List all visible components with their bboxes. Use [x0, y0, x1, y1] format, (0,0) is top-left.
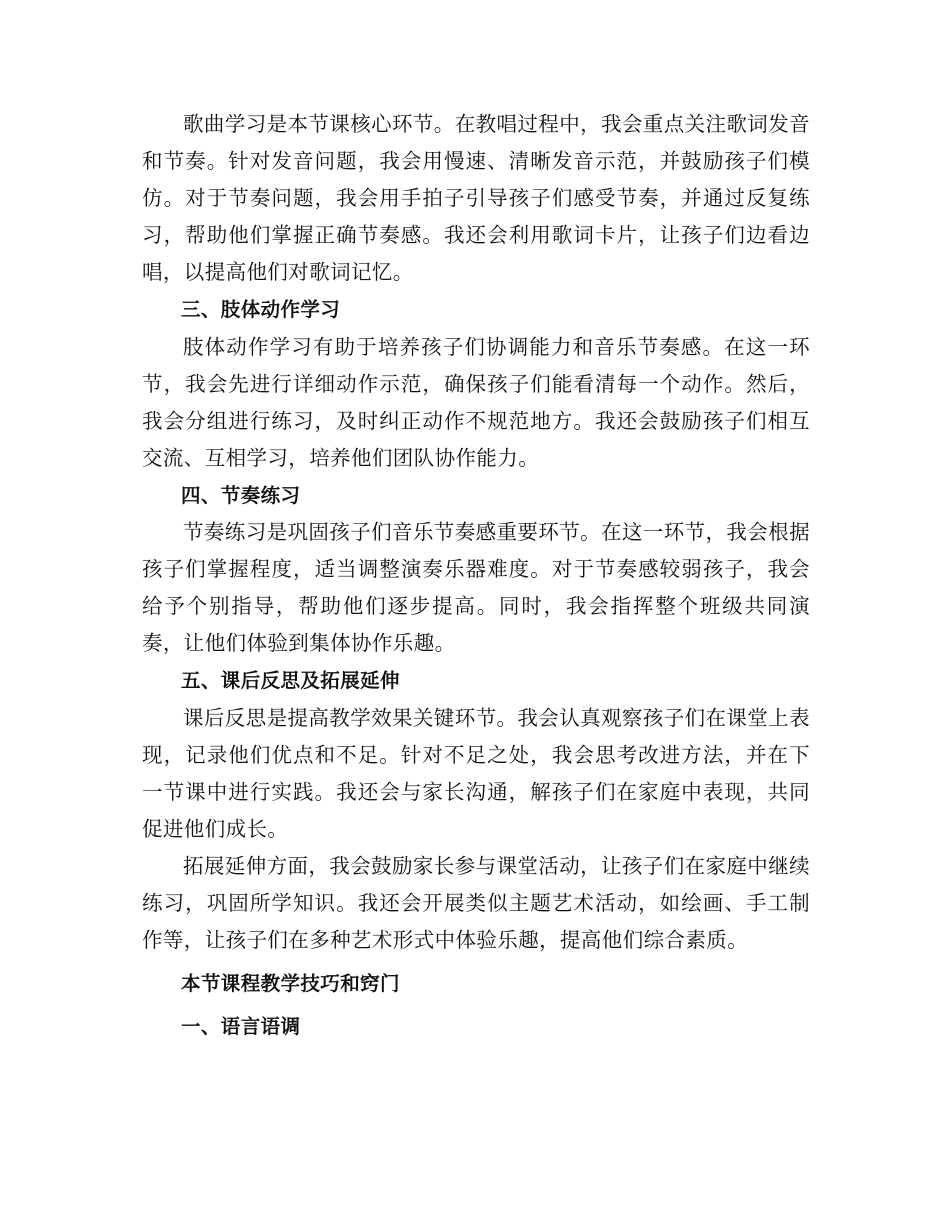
- heading-language-tone: 一、语言语调: [181, 1015, 301, 1039]
- heading-body-movement: 三、肢体动作学习: [181, 298, 341, 322]
- paragraph-song-learning: 歌曲学习是本节课核心环节。在教唱过程中，我会重点关注歌词发音和节奏。针对发音问题，我会用慢速、清晰发音示范，并鼓励孩子们模仿。对于节奏问题，我会用手拍子引导孩子们感受节奏，并通过反复练习，帮助他们掌握正确节奏感。我还会利用歌词卡片，让孩子们边看边唱，以提高他们对歌词记忆。: [142, 112, 810, 285]
- paragraph-rhythm-practice: 节奏练习是巩固孩子们音乐节奏感重要环节。在这一环节，我会根据孩子们掌握程度，适当调整演奏乐器难度。对于节奏感较弱孩子，我会给予个别指导，帮助他们逐步提高。同时，我会指挥整个班级共同演奏，让他们体验到集体协作乐趣。: [142, 520, 810, 656]
- paragraph-body-movement: 肢体动作学习有助于培养孩子们协调能力和音乐节奏感。在这一环节，我会先进行详细动作示范，确保孩子们能看清每一个动作。然后，我会分组进行练习，及时纠正动作不规范地方。我还会鼓励孩子们相互交流、互相学习，培养他们团队协作能力。: [142, 334, 810, 470]
- paragraph-reflection: 课后反思是提高教学效果关键环节。我会认真观察孩子们在课堂上表现，记录他们优点和不足。针对不足之处，我会思考改进方法，并在下一节课中进行实践。我还会与家长沟通，解孩子们在家庭中表现，共同促进他们成长。: [142, 705, 810, 841]
- heading-rhythm-practice: 四、节奏练习: [181, 483, 301, 507]
- document-page: [142, 106, 810, 1045]
- heading-teaching-tips: 本节课程教学技巧和窍门: [181, 972, 400, 996]
- paragraph-extension: 拓展延伸方面，我会鼓励家长参与课堂活动，让孩子们在家庭中继续练习，巩固所学知识。我还会开展类似主题艺术活动，如绘画、手工制作等，让孩子们在多种艺术形式中体验乐趣，提高他们综合素质。: [142, 853, 810, 953]
- heading-reflection-extension: 五、课后反思及拓展延伸: [181, 669, 400, 693]
